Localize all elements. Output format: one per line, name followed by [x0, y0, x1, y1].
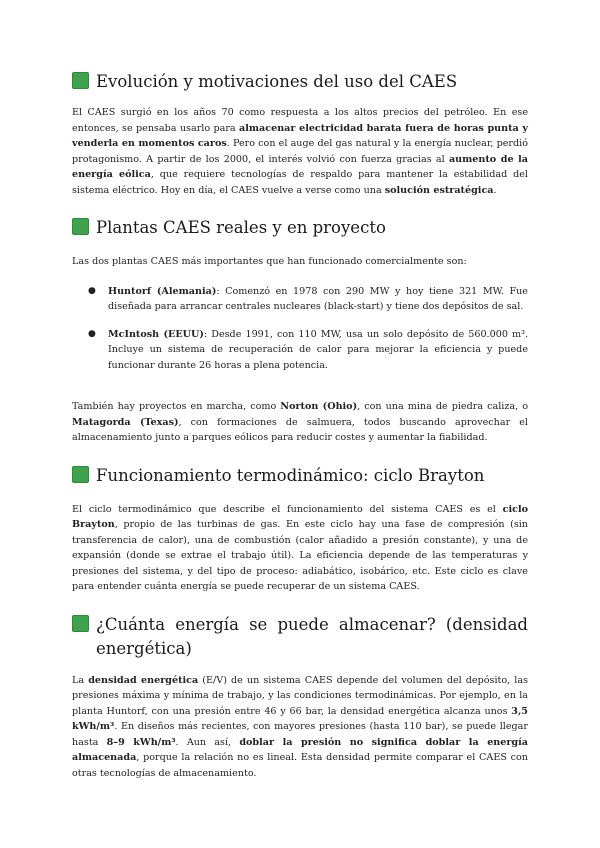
bullet-icon: ●: [88, 328, 96, 339]
text-run: , que requiere tecnologías de respaldo para mantener la estabilidad del sistema eléctrico. Hoy en día, el CAES vuelve a verse como una: [72, 169, 528, 196]
text-run: También hay proyectos en marcha, como: [72, 401, 281, 412]
text-run: .: [493, 184, 497, 196]
section-heading-energy-density: [72, 613, 528, 661]
heading-line-2: energética): [96, 638, 192, 658]
green-square-icon: [72, 615, 89, 632]
paragraph-brayton-cycle: [72, 502, 528, 595]
heading-text: [96, 613, 528, 661]
list-item-mcintosh: [72, 327, 528, 374]
bold-text: Norton (Ohio): [280, 401, 358, 412]
heading-text: Funcionamiento termodinámico: ciclo Brayton: [96, 465, 485, 485]
bold-text: ciclo Brayton: [72, 503, 528, 530]
text-run: , propio de las turbinas de gas. En este ciclo hay una fase de compresión (sin transferencia de calor), una de combustión (calor añadido a presión constante), y una de expansión (donde se extrae el trabajo útil). La eficiencia depende de las temperaturas y presiones del sistema, y del tipo de proceso: adiabático, isobárico, etc. Este ciclo es clave para entender cuánta energía se puede recuperar de un sistema CAES.: [72, 519, 528, 592]
section-heading-caes-evolution: [72, 70, 528, 94]
green-square-icon: [72, 218, 89, 235]
paragraph-energy-density: [72, 673, 528, 782]
bold-text: Huntorf (Alemania): [108, 285, 217, 297]
section-heading-brayton-cycle: [72, 464, 528, 488]
bold-text: 3,5 kWh/m³: [72, 705, 528, 732]
bold-text: aumento de la energía eólica: [72, 153, 528, 180]
text-run: . Pero con el auge del gas natural y la energía nuclear, perdió protagonismo. A partir de los 2000, el interés volvió con fuerza gracias al: [72, 138, 529, 165]
heading-text: Plantas CAES reales y en proyecto: [96, 218, 386, 237]
document-page: [72, 62, 528, 781]
bold-text: almacenar electricidad barata fuera de horas punta y venderla en momentos caros: [72, 122, 528, 149]
bold-text: solución estratégica: [384, 184, 494, 196]
section-heading-caes-plants: [72, 216, 528, 240]
bold-text: McIntosh (EEUU): [108, 328, 204, 340]
text-run: . Aun así,: [175, 736, 240, 748]
green-square-icon: [72, 466, 89, 483]
green-square-icon: [72, 72, 89, 89]
heading-line-1: ¿Cuánta energía se puede almacenar? (densidad: [96, 614, 528, 634]
text-run: : Comenzó en 1978 con 290 MW y hoy tiene 321 MW. Fue diseñada para arrancar centrales nucleares (black-start) y tiene dos depósitos de sal.: [108, 285, 528, 312]
text-run: (E/V) de un sistema CAES depende del volumen del depósito, las presiones máxima y mínima de trabajo, y las condiciones termodinámicas. Por ejemplo, en la planta Huntorf, con una presión entre 46 y 66 bar, la densidad energética alcanza unos: [72, 674, 528, 717]
bullet-icon: ●: [88, 285, 96, 296]
text-run: , con una mina de piedra caliza, o: [357, 401, 528, 412]
bold-text: Matagorda (Texas): [72, 416, 179, 428]
heading-text: Evolución y motivaciones del uso del CAES: [96, 72, 458, 91]
paragraph-caes-evolution: [72, 105, 528, 198]
list-item-text: [108, 284, 528, 315]
text-run: , con formaciones de salmuera, todos buscando aprovechar el almacenamiento junto a parques eólicos para reducir costes y aumentar la fiabilidad.: [72, 416, 529, 443]
text-run: La: [72, 674, 89, 686]
paragraph-plants-intro: Las dos plantas CAES más importantes que han funcionado comercialmente son:: [72, 256, 467, 267]
text-run: , porque la relación no es lineal. Esta densidad permite comparar el CAES con otras tecnologías de almacenamiento.: [72, 752, 528, 779]
paragraph-projects: [72, 399, 528, 446]
text-run: El CAES surgió en los años 70 como respuesta a los altos precios del petróleo. En ese entonces, se pensaba usarlo para: [72, 107, 528, 134]
list-item-huntorf: [72, 284, 528, 315]
text-run: . En diseños más recientes, con mayores presiones (hasta 110 bar), se puede llegar hasta: [72, 721, 528, 748]
bold-text: densidad energética: [88, 674, 199, 686]
bold-text: doblar la presión no significa doblar la energía almacenada: [72, 736, 528, 763]
plants-list: [72, 284, 528, 374]
text-run: : Desde 1991, con 110 MW, usa un solo depósito de 560.000 m³. Incluye un sistema de recuperación de calor para mejorar la eficiencia y puede funcionar durante 26 horas a plena potencia.: [108, 328, 528, 371]
text-run: El ciclo termodinámico que describe el funcionamiento del sistema CAES es el: [72, 503, 503, 515]
list-item-text: [108, 327, 528, 374]
bold-text: 8–9 kWh/m³: [106, 736, 176, 748]
